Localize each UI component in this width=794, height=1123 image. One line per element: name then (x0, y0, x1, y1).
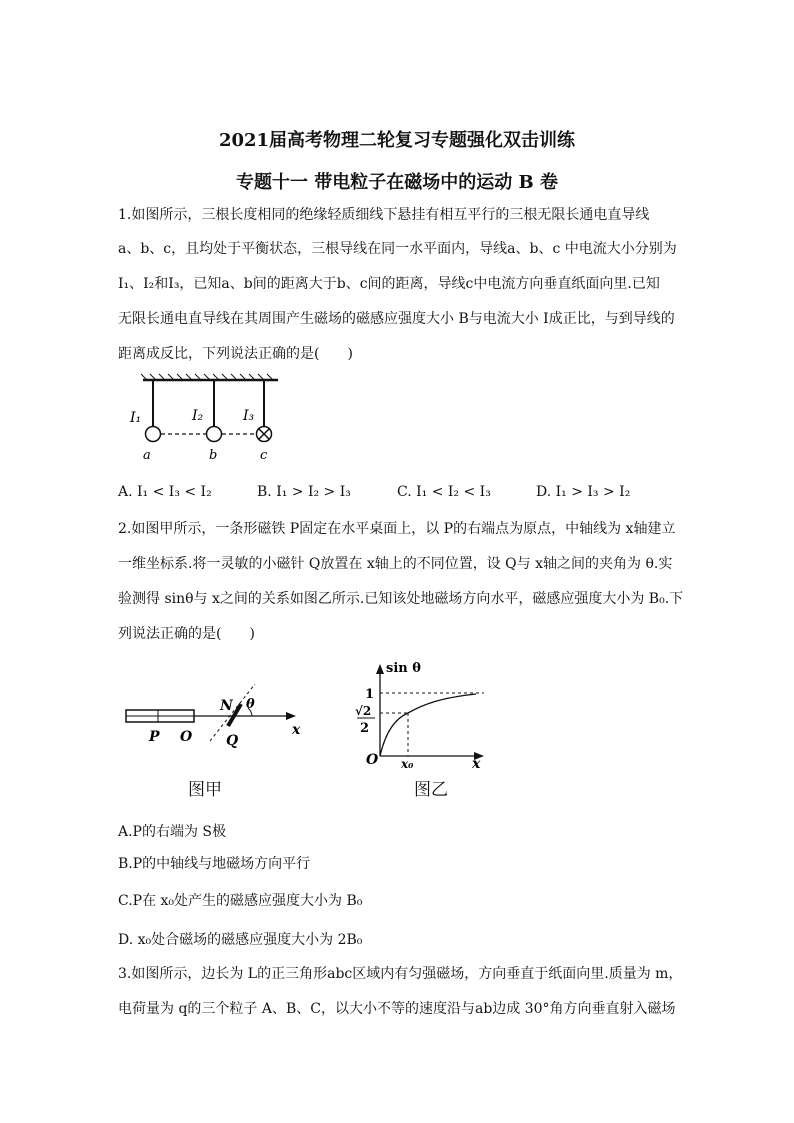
label-b: b (209, 448, 218, 463)
q2-line-4: 列说法正确的是( ) (118, 626, 255, 642)
label-c: c (260, 448, 268, 463)
label-O: O (180, 729, 193, 745)
q3-line-1: 3.如图所示，边长为 L的正三角形abc区域内有匀强磁场，方向垂直于纸面向里.质量为 m， (118, 966, 683, 982)
wire-a (146, 427, 161, 442)
label-x: x (292, 722, 301, 738)
caption-figure-a: 图甲 (188, 780, 222, 800)
document-title: 2021届高考物理二轮复习专题强化双击训练 (218, 130, 576, 151)
q2-option-c[interactable]: C.P在 x₀处产生的磁感应强度大小为 B₀ (118, 893, 363, 909)
caption-figure-b: 图乙 (414, 780, 448, 800)
label-I1: I₁ (130, 410, 142, 426)
tick-1: 1 (365, 687, 375, 702)
label-Q: Q (226, 733, 239, 749)
q2-line-3: 验测得 sinθ与 x之间的关系如图乙所示.已知该处地磁场方向水平，磁感应强度大小为 B₀.下 (118, 591, 684, 607)
tick-2: 2 (360, 721, 370, 736)
q1-line-5: 距离成反比，下列说法正确的是( ) (118, 346, 353, 362)
q2-line-1: 2.如图甲所示，一条形磁铁 P固定在水平桌面上，以 P的右端点为原点，中轴线为 x轴建立 (118, 521, 676, 537)
q1-option-b[interactable]: B. I₁ > I₂ > I₃ (257, 484, 351, 500)
document-subtitle: 专题十一 带电粒子在磁场中的运动 B 卷 (235, 172, 558, 193)
q2-line-2: 一维坐标系.将一灵敏的小磁针 Q放置在 x轴上的不同位置，设 Q与 x轴之间的夹角为 θ.实 (118, 556, 673, 572)
q1-option-d[interactable]: D. I₁ > I₃ > I₂ (536, 484, 631, 500)
origin-O: O (366, 752, 379, 768)
sin-theta-curve (380, 694, 476, 756)
q3-line-2: 电荷量为 q的三个粒子 A、B、C，以大小不等的速度沿与ab边成 30°角方向垂直射入磁场 (118, 1001, 676, 1017)
label-P: P (149, 729, 160, 745)
q2-option-a[interactable]: A.P的右端为 S极 (118, 824, 227, 840)
label-theta: θ (246, 697, 255, 712)
label-I3: I₃ (243, 408, 255, 424)
tick-sqrt2: √2 (355, 704, 372, 718)
q1-figure (110, 372, 310, 464)
q1-line-2: a、b、c，且均处于平衡状态，三根导线在同一水平面内，导线a、b、c 中电流大小分别为 (118, 241, 677, 257)
q2-figure-b (348, 658, 493, 770)
y-axis-label: sin θ (386, 661, 421, 676)
label-a: a (143, 448, 151, 463)
q1-option-c[interactable]: C. I₁ < I₂ < I₃ (397, 484, 491, 500)
q1-option-a[interactable]: A. I₁ < I₃ < I₂ (118, 484, 212, 500)
q1-line-4: 无限长通电直导线在其周围产生磁场的磁感应强度大小 B与电流大小 I成正比，与到导线的 (118, 311, 675, 327)
q2-option-b[interactable]: B.P的中轴线与地磁场方向平行 (118, 856, 311, 872)
tick-x0: x₀ (401, 757, 414, 770)
q1-line-3: I₁、I₂和I₃，已知a、b间的距离大于b、c间的距离，导线c中电流方向垂直纸面向里.已知 (118, 276, 660, 292)
label-N: N (220, 698, 233, 714)
q2-figure-a (120, 678, 320, 758)
q2-option-d[interactable]: D. x₀处合磁场的磁感应强度大小为 2B₀ (118, 932, 363, 948)
label-I2: I₂ (192, 408, 204, 424)
x-axis-label-b: x (472, 756, 481, 770)
wire-b (207, 427, 222, 442)
q1-line-1: 1.如图所示，三根长度相同的绝缘轻质细线下悬挂有相互平行的三根无限长通电直导线 (118, 207, 650, 223)
